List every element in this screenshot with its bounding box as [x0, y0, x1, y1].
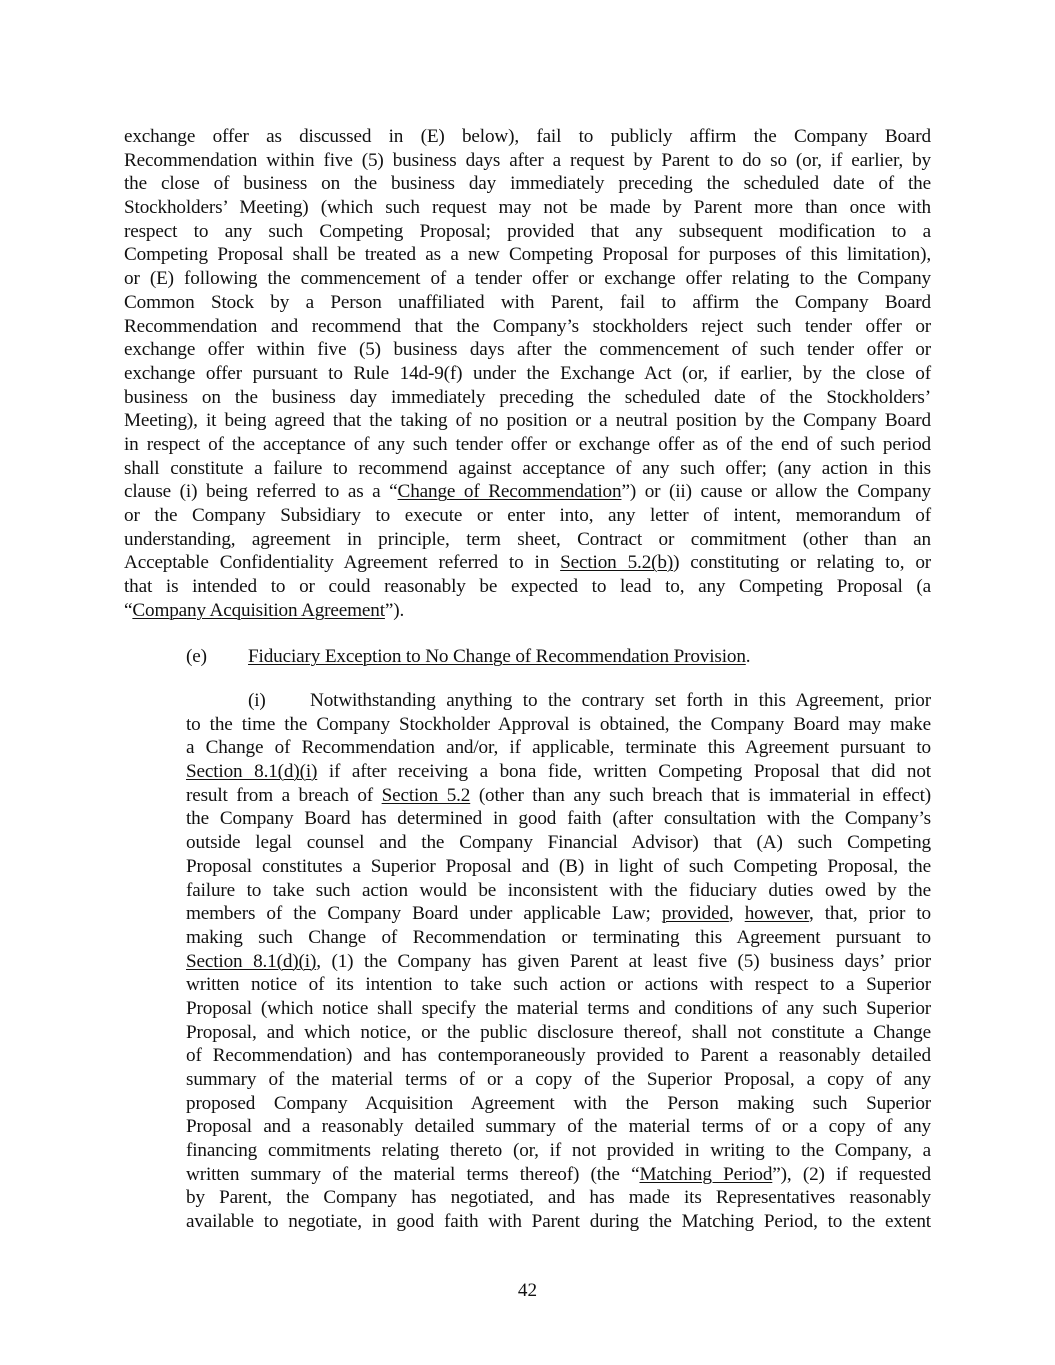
text-line: [124, 338, 931, 362]
text-segment: exchange offer within five (5) business days after the commencement of such tender offer or: [124, 339, 931, 361]
text-segment: a Change of Recommendation and/or, if applicable, terminate this Agreement pursuant to: [186, 737, 931, 759]
text-segment: Acceptable Confidentiality Agreement referred to in: [124, 552, 561, 574]
subsection-i: [186, 689, 931, 1234]
subsection-body: [186, 713, 931, 1234]
text-segment: to the time the Company Stockholder Approval is obtained, the Company Board may make: [186, 713, 931, 735]
text-line: [124, 149, 931, 173]
text-line: [124, 125, 931, 149]
text-segment: Proposal and a reasonably detailed summary of the material terms of or a copy of any: [186, 1116, 931, 1138]
text-line: [124, 362, 931, 386]
text-line: [124, 243, 931, 267]
text-segment: Proposal constitutes a Superior Proposal and (B) in light of such Competing Proposal, the: [186, 855, 931, 877]
text-line: [124, 575, 931, 599]
text-segment: or (E) following the commencement of a tender offer or exchange offer relating to the Company: [124, 268, 931, 290]
paragraph-continuation: [124, 125, 931, 622]
defined-term-reference: Company Acquisition Agreement: [132, 599, 385, 621]
text-line: [124, 196, 931, 220]
text-line: [124, 528, 931, 552]
section-title-period: .: [745, 646, 751, 667]
subsection-first-line-text: Notwithstanding anything to the contrary set forth in this Agreement, prior: [310, 690, 931, 711]
text-segment: the Company Board has determined in good faith (after consultation with the Company’s: [186, 808, 931, 830]
text-segment: ”).: [384, 599, 405, 621]
section-heading-line: [186, 645, 931, 669]
text-line: [186, 784, 931, 808]
text-line: [186, 1139, 931, 1163]
defined-term-reference: Section 8.1(d)(i): [186, 950, 317, 972]
text-segment: Common Stock by a Person unaffiliated with Parent, fail to affirm the Company Board: [124, 291, 931, 313]
defined-term-reference: Section 5.2: [381, 784, 471, 806]
text-segment: Proposal, and which notice, or the public disclosure thereof, shall not constitute a Change: [186, 1021, 931, 1043]
text-line: [186, 1210, 931, 1234]
defined-term-reference: however: [744, 903, 809, 925]
text-segment: failure to take such action would be inconsistent with the fiduciary duties owed by the: [186, 879, 931, 901]
text-segment: Competing Proposal shall be treated as a new Competing Proposal for purposes of this limitation),: [124, 244, 931, 266]
text-segment: understanding, agreement in principle, term sheet, Contract or commitment (other than an: [124, 528, 931, 550]
text-segment: making such Change of Recommendation or terminating this Agreement pursuant to: [186, 926, 931, 948]
text-line: [186, 926, 931, 950]
text-segment: respect to any such Competing Proposal; provided that any subsequent modification to a: [124, 220, 931, 242]
text-line: [186, 1021, 931, 1045]
text-line: [186, 879, 931, 903]
text-segment: Recommendation within five (5) business days after a request by Parent to do so (or, if earlier, by: [124, 149, 931, 171]
text-line: [186, 950, 931, 974]
text-line: [186, 1044, 931, 1068]
text-segment: ) constituting or relating to, or: [673, 552, 931, 574]
text-segment: Meeting), it being agreed that the taking of no position or a neutral position by the Company Board: [124, 410, 931, 432]
text-line: [186, 973, 931, 997]
text-segment: shall constitute a failure to recommend against acceptance of any such offer; (any action in this: [124, 457, 931, 479]
text-line: [124, 220, 931, 244]
text-line: [124, 291, 931, 315]
text-line: [124, 386, 931, 410]
text-line: [124, 599, 931, 623]
text-line: [186, 713, 931, 737]
text-segment: Proposal (which notice shall specify the material terms and conditions of any such Superior: [186, 997, 931, 1019]
text-line: [186, 1115, 931, 1139]
text-segment: business on the business day immediately preceding the scheduled date of the Stockholders’: [124, 386, 931, 408]
text-line: [186, 1092, 931, 1116]
section-number: (e): [186, 646, 207, 667]
text-segment: members of the Company Board under applicable Law;: [186, 903, 662, 925]
text-segment: exchange offer pursuant to Rule 14d-9(f) under the Exchange Act (or, if earlier, by the close of: [124, 362, 931, 384]
text-segment: , that, prior to: [808, 903, 931, 925]
text-segment: written summary of the material terms thereof) (the “: [186, 1163, 640, 1185]
text-segment: exchange offer as discussed in (E) below), fail to publicly affirm the Company Board: [124, 126, 931, 147]
text-segment: , (1) the Company has given Parent at least five (5) business days’ prior: [316, 950, 931, 972]
text-line: [186, 807, 931, 831]
text-segment: financing commitments relating thereto (or, if not provided in writing to the Company, a: [186, 1140, 931, 1162]
text-line: [186, 760, 931, 784]
text-segment: Stockholders’ Meeting) (which such request may not be made by Parent more than once with: [124, 197, 931, 219]
text-line: [124, 504, 931, 528]
text-segment: in respect of the acceptance of any such tender offer or exchange offer as of the end of such period: [124, 433, 931, 455]
subsection-number: (i): [248, 690, 266, 711]
text-segment: “: [124, 599, 133, 621]
text-line: [124, 172, 931, 196]
text-segment: the close of business on the business day immediately preceding the scheduled date of the: [124, 173, 931, 195]
text-segment: ”), (2) if requested: [772, 1163, 931, 1185]
text-segment: written notice of its intention to take such action or actions with respect to a Superior: [186, 974, 931, 996]
text-segment: of Recommendation) and has contemporaneously provided to Parent a reasonably detailed: [186, 1045, 931, 1067]
text-line: [186, 1163, 931, 1187]
defined-term-reference: Section 5.2(b): [560, 552, 674, 574]
text-line: [124, 551, 931, 575]
text-segment: proposed Company Acquisition Agreement with the Person making such Superior: [186, 1092, 931, 1114]
text-segment: that is intended to or could reasonably be expected to lead to, any Competing Proposal (a: [124, 576, 931, 598]
text-line: [124, 457, 931, 481]
defined-term-reference: Section 8.1(d)(i): [186, 761, 318, 783]
text-segment: ”) or (ii) cause or allow the Company: [621, 481, 931, 503]
text-line: [186, 736, 931, 760]
defined-term-reference: Change of Recommendation: [397, 481, 622, 503]
text-line: [124, 480, 931, 504]
text-line: [124, 409, 931, 433]
subsection-first-line: [186, 689, 931, 713]
text-segment: if after receiving a bona fide, written Competing Proposal that did not: [317, 761, 931, 783]
text-line: [124, 267, 931, 291]
text-line: [186, 1186, 931, 1210]
text-segment: clause (i) being referred to as a “: [124, 481, 398, 503]
text-segment: ,: [728, 903, 745, 925]
defined-term-reference: provided: [661, 903, 729, 925]
text-segment: outside legal counsel and the Company Financial Advisor) that (A) such Competing: [186, 832, 931, 854]
text-segment: available to negotiate, in good faith with Parent during the Matching Period, to the extent: [186, 1211, 931, 1233]
text-segment: or the Company Subsidiary to execute or enter into, any letter of intent, memorandum of: [124, 505, 931, 526]
text-segment: summary of the material terms of or a copy of the Superior Proposal, a copy of any: [186, 1069, 931, 1090]
section-heading-e: [186, 645, 931, 669]
text-line: [186, 902, 931, 926]
section-title: Fiduciary Exception to No Change of Recommendation Provision: [248, 646, 746, 667]
text-segment: result from a breach of: [186, 784, 382, 806]
text-line: [186, 855, 931, 879]
text-line: [186, 997, 931, 1021]
page-number: 42: [517, 1280, 538, 1301]
text-segment: (other than any such breach that is immaterial in effect): [470, 784, 931, 806]
text-line: [124, 433, 931, 457]
text-segment: Recommendation and recommend that the Company’s stockholders reject such tender offer or: [124, 315, 931, 337]
text-line: [186, 831, 931, 855]
text-segment: by Parent, the Company has negotiated, and has made its Representatives reasonably: [186, 1187, 931, 1209]
text-line: [124, 315, 931, 339]
text-line: [186, 1068, 931, 1092]
defined-term-reference: Matching Period: [639, 1163, 773, 1185]
